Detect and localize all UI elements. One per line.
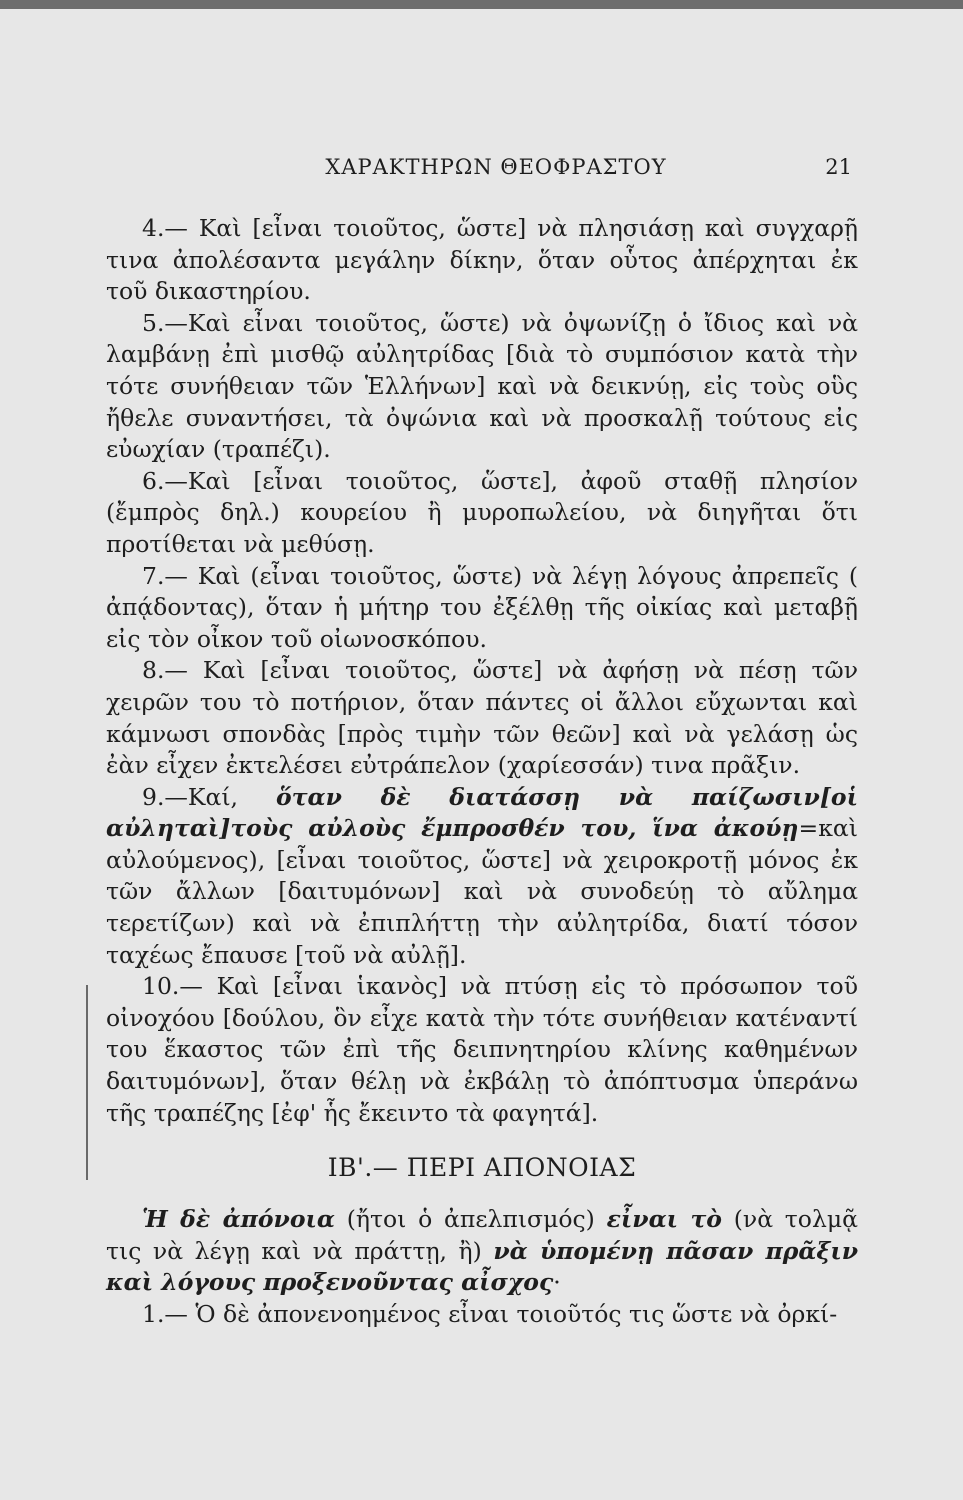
definition-body: νὰ ὑπομένῃ πᾶσαν πρᾶξιν καὶ λόγους προξενοῦντας αἶσχος [106,1236,858,1297]
running-title: ΧΑΡΑΚΤΗΡΩΝ ΘΕΟΦΡΑΣΤΟΥ [325,155,667,179]
paragraph-9-rest: =καὶ αὐλούμενος), [εἶναι τοιοῦτος, ὥστε] νὰ χειροκροτῇ μόνος ἐκ τῶν ἄλλων [δαιτυμόνων] καὶ νὰ συνοδεύῃ τὸ αὔλημα τερετίζων) καὶ νὰ ἐπιπλήττῃ τὴν αὐλητρίδα, διατί τόσον ταχέως ἔπαυσε [τοῦ νὰ αὐλῇ]. [106,814,858,969]
paragraph-9 [106,782,858,972]
definition-end: · [553,1268,561,1297]
definition-gloss-2: (νὰ τολμᾷ τις νὰ λέγῃ καὶ νὰ πράττῃ, ἢ) [106,1205,858,1265]
page-number: 21 [825,155,852,179]
paragraph-7: 7.— Καὶ (εἶναι τοιοῦτος, ὥστε) νὰ λέγῃ λόγους ἀπρεπεῖς ( ἀπᾴδοντας), ὅταν ἡ μήτηρ του ἐξέλθῃ τῆς οἰκίας καὶ μεταβῇ εἰς τὸν οἶκον τοῦ οἰωνοσκόπου. [106,561,858,653]
paragraph-8: 8.— Καὶ [εἶναι τοιοῦτος, ὥστε] νὰ ἀφήσῃ νὰ πέσῃ τῶν χειρῶν του τὸ ποτήριον, ὅταν πάντες οἱ ἄλλοι εὔχωνται καὶ κάμνωσι σπονδὰς [πρὸς τιμὴν τῶν θεῶν] καὶ νὰ γελάσῃ ὡς ἐὰν εἶχεν ἐκτελέσει εὐτράπελον (χαρίεσσάν) τινα πρᾶξιν. [106,656,858,780]
section-heading: ΙΒ'.— ΠΕΡΙ ΑΠΟΝΟΙΑΣ [327,1153,637,1183]
definition-term: Ἡ δὲ ἀπόνοια [142,1205,335,1234]
main-text [106,213,858,1331]
paragraph-9-emphasis: ὅταν δὲ διατάσσῃ νὰ παίζωσιν[οἱ αὐληταὶ]τοὺς αὐλοὺς ἔμπροσθέν του, ἵνα ἀκούῃ [106,782,858,843]
paragraph-6: 6.—Καὶ [εἶναι τοιοῦτος, ὥστε], ἀφοῦ σταθῇ πλησίον (ἔμπρὸς δηλ.) κουρείου ἢ μυροπωλείου, νὰ διηγῆται ὅτι προτίθεται νὰ μεθύσῃ. [106,466,858,558]
definition-copula: εἶναι τὸ [606,1205,722,1234]
paragraph-9-lead: 9.—Καί, [142,782,277,811]
definition-paragraph [106,1204,858,1299]
paragraph-1: 1.— Ὁ δὲ ἀπονενοημένος εἶναι τοιοῦτός τις ὥστε νὰ ὀρκί- [142,1300,838,1328]
paragraph-4: 4.— Καὶ [εἶναι τοιοῦτος, ὥστε] νὰ πλησιάσῃ καὶ συγχαρῇ τινα ἀπολέσαντα μεγάλην δίκην, ὅταν οὗτος ἀπέρχηται ἐκ τοῦ δικαστηρίου. [106,214,858,306]
definition-gloss: (ἤτοι ὁ ἀπελπισμός) [335,1205,607,1234]
running-header [140,155,852,185]
paragraph-5: 5.—Καὶ εἶναι τοιοῦτος, ὥστε) νὰ ὀψωνίζῃ ὁ ἴδιος καὶ νὰ λαμβάνῃ ἐπὶ μισθῷ αὐλητρίδας [διὰ τὸ συμπόσιον κατὰ τὴν τότε συνήθειαν τῶν Ἑλλήνων] καὶ νὰ δεικνύῃ, εἰς τοὺς οὓς ἤθελε συναντήσει, τὰ ὀψώνια καὶ νὰ προσκαλῇ τούτους εἰς εὐωχίαν (τραπέζι). [106,308,858,464]
page-top-edge [0,0,963,9]
margin-pencil-mark [86,985,88,1180]
paragraph-10: 10.— Καὶ [εἶναι ἱκανὸς] νὰ πτύσῃ εἰς τὸ πρόσωπον τοῦ οἰνοχόου [δούλου, ὃν εἶχε κατὰ τὴν τότε συνήθειαν κατέναντί του ἕκαστος τῶν ἐπὶ τῆς δειπνητηρίου κλίνης καθημένων δαιτυμόνων], ὅταν θέλῃ νὰ ἐκβάλῃ τὸ ἀπόπτυσμα ὑπεράνω τῆς τραπέζης [ἐφ' ἧς ἔκειντο τὰ φαγητά]. [106,972,858,1127]
